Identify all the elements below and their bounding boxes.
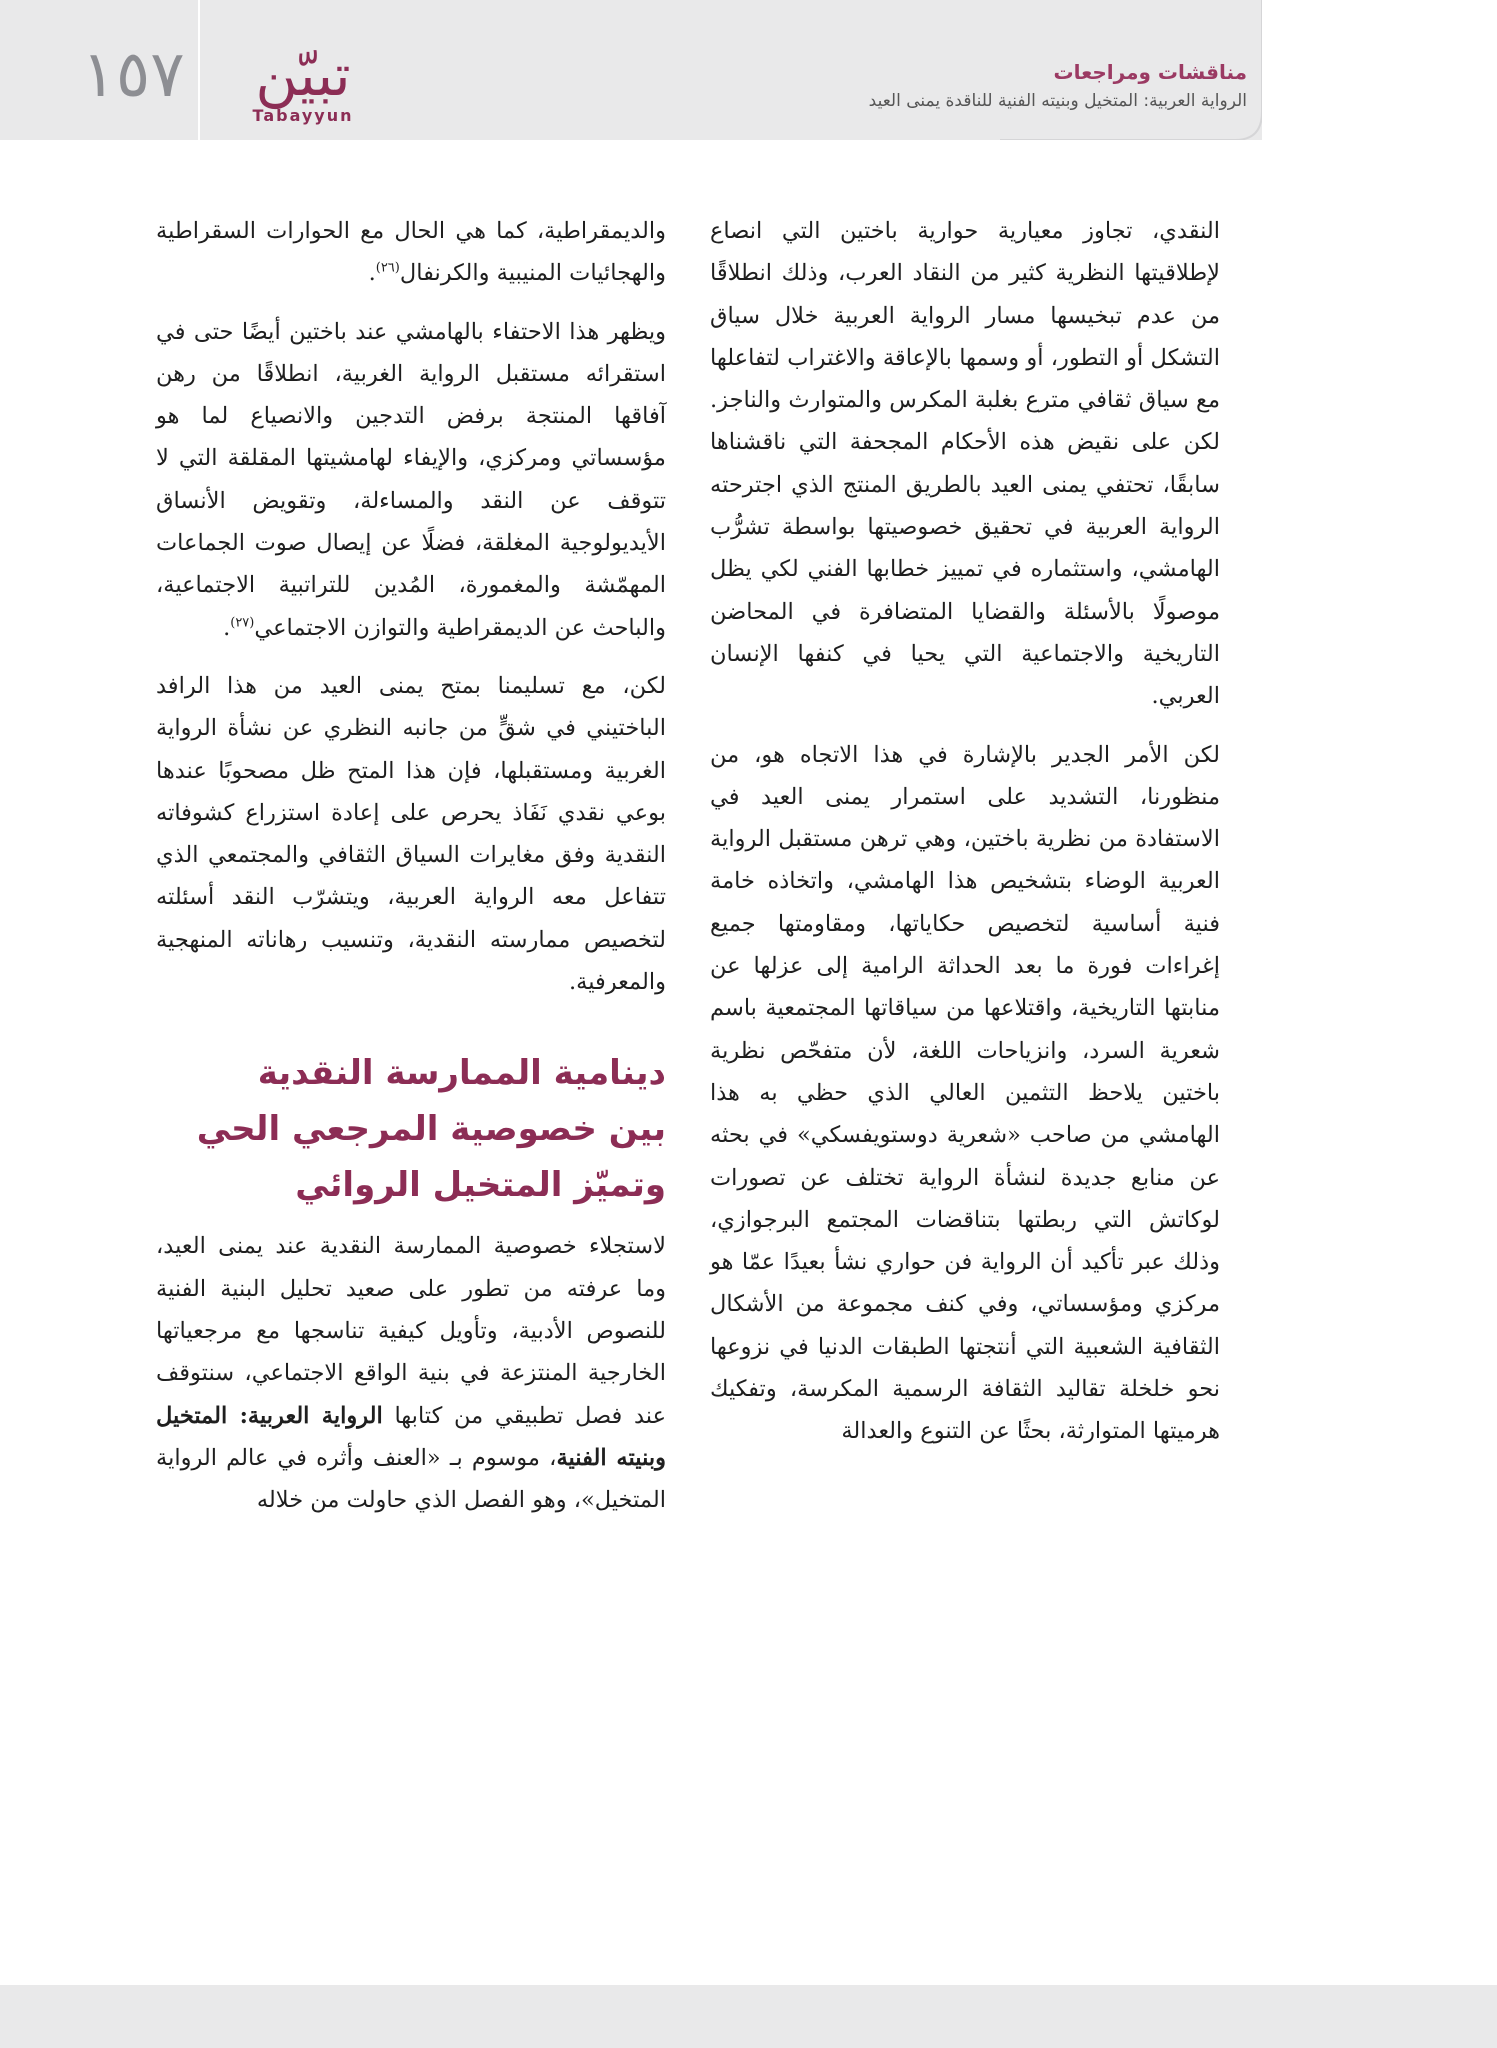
paragraph — [156, 1225, 666, 1521]
journal-logo — [218, 42, 388, 132]
header-divider — [198, 0, 200, 140]
subheading-line: وتميّز المتخيل الروائي — [295, 1165, 666, 1206]
subheading-line: بين خصوصية المرجعي الحي — [196, 1109, 666, 1150]
logo-latin-wordmark: Tabayyun — [252, 106, 354, 125]
paragraph-text: ، موسوم بـ «العنف وأثره في عالم الرواية المتخيل»، وهو الفصل الذي حاولت من خلاله — [156, 1444, 666, 1514]
right-column — [710, 210, 1220, 1453]
footnote-ref-27[interactable]: (٢٧) — [230, 615, 255, 631]
subheading-line: دينامية الممارسة النقدية — [257, 1053, 666, 1094]
section-title: مناقشات ومراجعات — [1053, 60, 1247, 84]
left-column — [156, 210, 666, 1521]
section-subheading — [156, 1045, 666, 1213]
paragraph-end: . — [223, 614, 231, 641]
paragraph-end: . — [368, 260, 376, 287]
running-head: الرواية العربية: المتخيل وبنيته الفنية للناقدة يمنى العيد — [868, 91, 1247, 111]
footnote-ref-26[interactable]: (٢٦) — [375, 260, 400, 276]
logo-arabic-wordmark: تبيّن — [255, 41, 351, 109]
book-title: الرواية العربية: المتخيل وبنيته الفنية — [156, 1402, 666, 1471]
paragraph: لكن، مع تسليمنا بمتح يمنى العيد من هذا الرافد الباختيني في شقٍّ من جانبه النظري عن نشأة الرواية الغربية ومستقبلها، فإن هذا المتح ظل مصحوبًا عندها بوعي نقدي نَفَاذ يحرص على إعادة استزراع كشوفاته النقدية وفق مغايرات السياق الثقافي والمجتمعي الذي تتفاعل معه الرواية العربية، ويتشرّب النقد أسئلته لتخصيص ممارسته النقدية، وتنسيب رهاناته المنهجية والمعرفية. — [156, 672, 666, 996]
paragraph-text: والديمقراطية، كما هي الحال مع الحوارات السقراطية والهجائيات المنيبية والكرنفال — [156, 218, 666, 287]
paragraph-text: لاستجلاء خصوصية الممارسة النقدية عند يمنى العيد، وما عرفته من تطور على صعيد تحليل البنية الفنية للنصوص الأدبية، وتأويل كيفية تناسجها مع مرجعياتها الخارجية المنتزعة في بنية الواقع الاجتماعي، سنتوقف عند فصل تطبيقي من كتابها — [156, 1233, 666, 1429]
paragraph-text: ويظهر هذا الاحتفاء بالهامشي عند باختين أيضًا حتى في استقرائه مستقبل الرواية الغربية، انطلاقًا من رهن آفاقها المنتجة برفض التدجين والانصياع لما هو مؤسساتي ومركزي، والإيفاء لهامشيتها المقلقة التي لا تتوقف عن النقد والمساءلة، وتقويض الأنساق الأيديولوجية المغلقة، فضلًا عن إيصال صوت الجماعات المهمّشة والمغمورة، المُدين للتراتبية الاجتماعية، والباحث عن الديمقراطية والتوازن الاجتماعي — [156, 318, 666, 641]
paragraph: لكن الأمر الجدير بالإشارة في هذا الاتجاه هو، من منظورنا، التشديد على استمرار يمنى العيد في الاستفادة من نظرية باختين، وهي ترهن مستقبل الرواية العربية الوضاء بتشخيص هذا الهامشي، واتخاذه خامة فنية أساسية لتخصيص حكاياتها، ومقاومتها جميع إغراءات فورة ما بعد الحداثة الرامية إلى عزلها عن منابتها التاريخية، واقتلاعها من سياقاتها المجتمعية باسم شعرية السرد، وانزياحات اللغة، لأن متفحّص نظرية باختين يلاحظ التثمين العالي الذي حظي به هذا الهامشي من صاحب «شعرية دوستويفسكي» في بحثه عن منابع جديدة لنشأة الرواية تختلف عن تصورات لوكاتش التي ربطتها بتناقضات المجتمع البرجوازي، وذلك عبر تأكيد أن الرواية فن حواري نشأ بعيدًا عمّا هو مركزي ومؤسساتي، وفي كنف مجموعة من الأشكال الثقافية الشعبية التي أنتجتها الطبقات الدنيا في نزوعها نحو خلخلة تقاليد الثقافة الرسمية المكرسة، وتفكيك هرميتها المتوارثة، بحثًا عن التنوع والعدالة — [710, 741, 1220, 1445]
paragraph: النقدي، تجاوز معيارية حوارية باختين التي انصاع لإطلاقيتها النظرية كثير من النقاد العرب، وذلك انطلاقًا من عدم تبخيسها مسار الرواية العربية خلال سياق التشكل أو التطور، أو وسمها بالإعاقة والاغتراب لتفاعلها مع سياق ثقافي مترع بغلبة المكرس والمتوارث والناجز. لكن على نقيض هذه الأحكام المجحفة التي ناقشناها سابقًا، تحتفي يمنى العيد بالطريق المنتج الذي اجترحته الرواية العربية في تحقيق خصوصيتها بواسطة تشرُّب الهامشي، واستثماره في تمييز خطابها الفني لكي يظل موصولًا بالأسئلة والقضايا المتضافرة في المحاضن التاريخية والاجتماعية التي يحيا في كنفها الإنسان العربي. — [710, 218, 1220, 710]
paragraph — [156, 210, 666, 295]
footer-band — [0, 1985, 1497, 2048]
page-number: ١٥٧ — [81, 38, 185, 112]
paragraph — [156, 311, 666, 649]
